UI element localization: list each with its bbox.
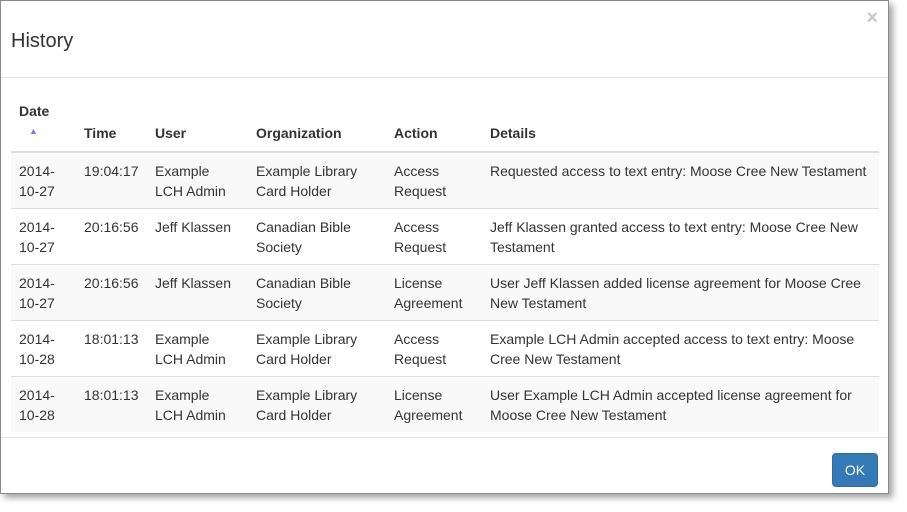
column-header-date-label: Date: [19, 103, 50, 119]
dialog-body: [11, 93, 879, 432]
table-row: [11, 209, 879, 265]
cell-user: Example LCH Admin: [147, 377, 248, 433]
column-header-details[interactable]: Details: [482, 93, 879, 152]
cell-details: Example LCH Admin accepted access to text entry: Moose Cree New Testament: [482, 321, 879, 377]
cell-organization: Example Library Card Holder: [248, 152, 386, 209]
sort-ascending-icon: ▲: [29, 126, 38, 136]
cell-time: 20:16:56: [76, 265, 147, 321]
cell-time: 18:01:13: [76, 377, 147, 433]
table-row: [11, 152, 879, 209]
history-table: [11, 93, 879, 432]
column-header-organization[interactable]: Organization: [248, 93, 386, 152]
column-header-date[interactable]: [11, 93, 76, 152]
cell-details: User Jeff Klassen added license agreement for Moose Cree New Testament: [482, 265, 879, 321]
column-header-action[interactable]: Action: [386, 93, 482, 152]
cell-user: Example LCH Admin: [147, 152, 248, 209]
cell-date: 2014-10-28: [11, 321, 76, 377]
cell-details: User Example LCH Admin accepted license agreement for Moose Cree New Testament: [482, 377, 879, 433]
cell-date: 2014-10-27: [11, 152, 76, 209]
cell-user: Jeff Klassen: [147, 265, 248, 321]
cell-date: 2014-10-27: [11, 265, 76, 321]
column-header-time[interactable]: Time: [76, 93, 147, 152]
table-header-row: [11, 93, 879, 152]
cell-time: 20:16:56: [76, 209, 147, 265]
close-icon[interactable]: ×: [866, 7, 878, 29]
cell-details: Requested access to text entry: Moose Cree New Testament: [482, 152, 879, 209]
ok-button[interactable]: OK: [832, 453, 878, 487]
dialog-footer: [1, 437, 888, 495]
table-row: [11, 377, 879, 433]
cell-details: Jeff Klassen granted access to text entry: Moose Cree New Testament: [482, 209, 879, 265]
cell-organization: Canadian Bible Society: [248, 209, 386, 265]
cell-user: Example LCH Admin: [147, 321, 248, 377]
cell-organization: Example Library Card Holder: [248, 377, 386, 433]
cell-date: 2014-10-28: [11, 377, 76, 433]
cell-date: 2014-10-27: [11, 209, 76, 265]
cell-action: Access Request: [386, 209, 482, 265]
cell-user: Jeff Klassen: [147, 209, 248, 265]
cell-action: Access Request: [386, 321, 482, 377]
table-row: [11, 265, 879, 321]
column-header-user[interactable]: User: [147, 93, 248, 152]
cell-time: 19:04:17: [76, 152, 147, 209]
table-row: [11, 321, 879, 377]
dialog-title: History: [11, 30, 74, 52]
cell-time: 18:01:13: [76, 321, 147, 377]
cell-action: Access Request: [386, 152, 482, 209]
cell-organization: Example Library Card Holder: [248, 321, 386, 377]
cell-organization: Canadian Bible Society: [248, 265, 386, 321]
dialog-header: [1, 1, 888, 78]
cell-action: License Agreement: [386, 265, 482, 321]
cell-action: License Agreement: [386, 377, 482, 433]
